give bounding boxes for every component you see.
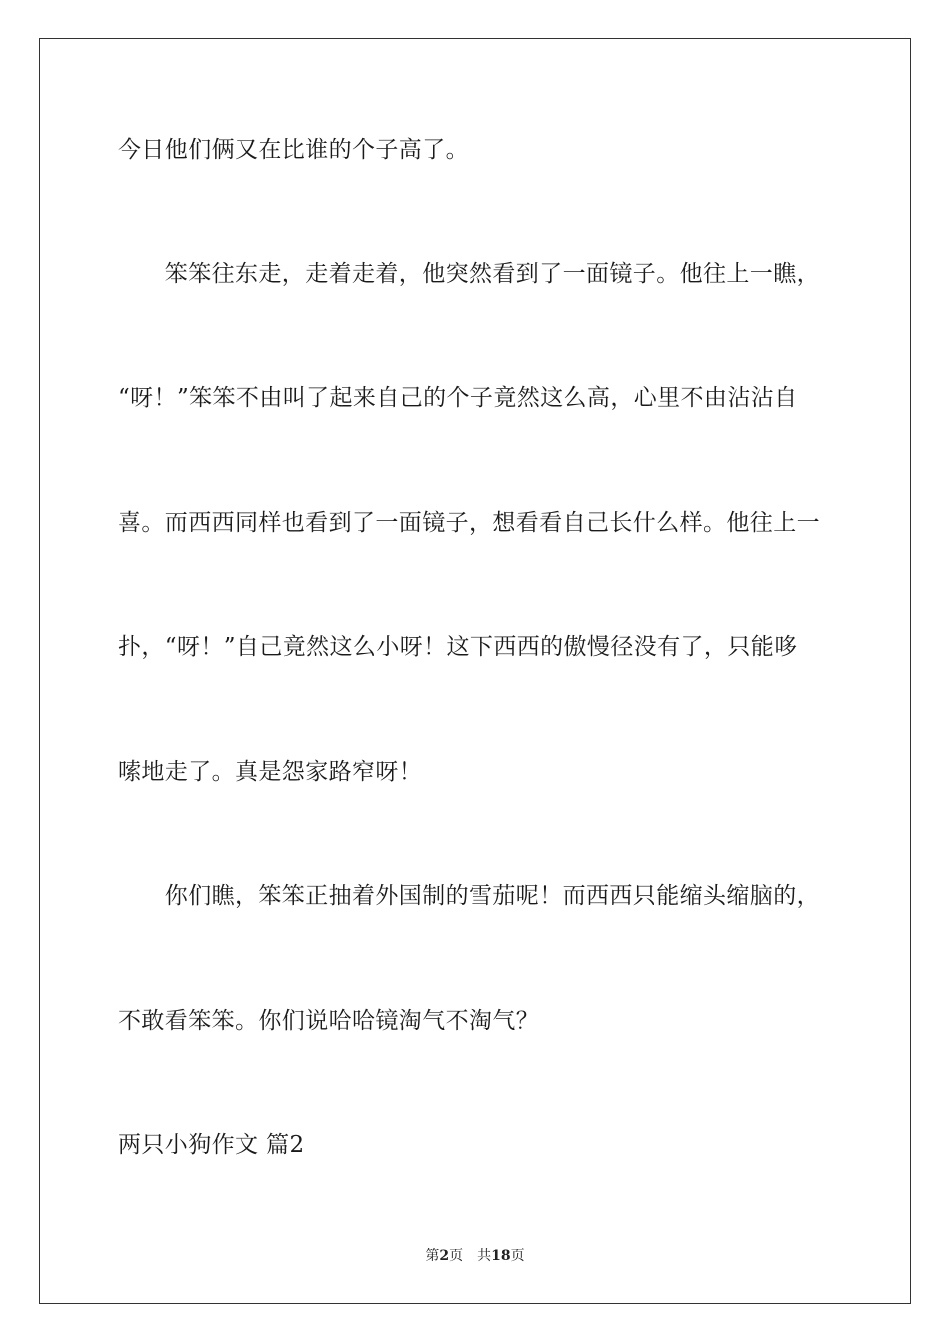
page-suffix: 页 <box>449 1248 464 1264</box>
page-number: 2 <box>439 1248 450 1264</box>
text-line: 笨笨往东走，走着走着，他突然看到了一面镜子。他往上一瞧， <box>118 261 820 287</box>
text-line: 嗦地走了。真是怨家路窄呀！ <box>118 759 423 785</box>
text-line: 你们瞧，笨笨正抽着外国制的雪茄呢！而西西只能缩头缩脑的， <box>118 883 820 909</box>
page-footer <box>0 1247 950 1265</box>
text-line: 扑，“呀！”自己竟然这么小呀！这下西西的傲慢径没有了，只能哆 <box>118 634 798 660</box>
text-line: 不敢看笨笨。你们说哈哈镜淘气不淘气？ <box>118 1008 540 1034</box>
text-line: 今日他们俩又在比谁的个子高了。 <box>118 137 469 163</box>
section-heading: 两只小狗作文 篇2 <box>118 1132 305 1158</box>
total-prefix: 共 <box>477 1248 492 1264</box>
page-prefix: 第 <box>425 1248 440 1264</box>
page-border <box>39 38 911 1304</box>
text-line: “呀！”笨笨不由叫了起来自己的个子竟然这么高，心里不由沾沾自 <box>118 385 798 411</box>
total-pages: 18 <box>491 1248 511 1264</box>
total-suffix: 页 <box>510 1248 525 1264</box>
text-line: 喜。而西西同样也看到了一面镜子，想看看自己长什么样。他往上一 <box>118 510 820 536</box>
